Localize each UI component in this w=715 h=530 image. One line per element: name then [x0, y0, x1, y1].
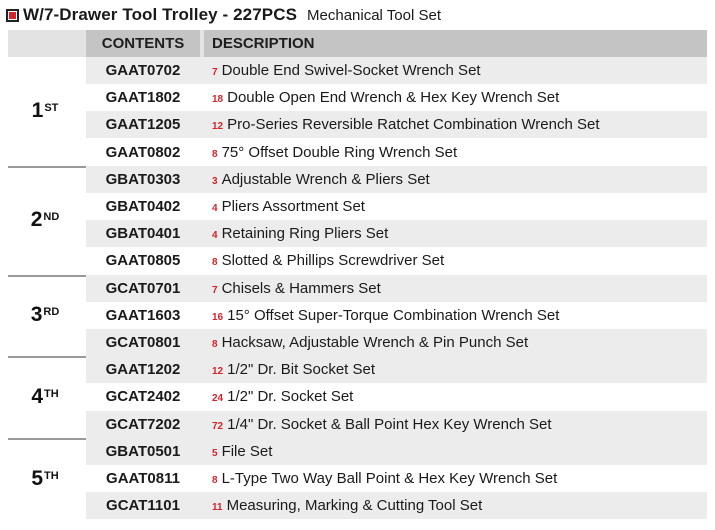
table-row	[86, 356, 707, 383]
piece-count: 8	[212, 148, 218, 160]
table-row	[86, 383, 707, 410]
piece-count: 24	[212, 393, 224, 405]
drawer-number	[8, 438, 82, 520]
item-code: GCAT7202	[105, 415, 181, 433]
page-title: W/7-Drawer Tool Trolley - 227PCS	[23, 5, 298, 24]
piece-count: 12	[212, 121, 224, 133]
table-row	[86, 57, 707, 84]
item-code: GBAT0303	[105, 170, 181, 188]
table-row	[86, 275, 707, 302]
description-text: Double End Swivel-Socket Wrench Set	[221, 62, 481, 79]
drawer-number-digit: 2	[30, 208, 43, 232]
item-description	[204, 144, 457, 161]
item-code: GCAT1101	[106, 497, 180, 515]
drawer-number-digit: 3	[30, 303, 43, 327]
item-code: GAAT1205	[105, 116, 181, 134]
table-row	[86, 247, 707, 274]
description-text: 1/2" Dr. Socket Set	[227, 388, 354, 406]
item-code: GAAT0805	[105, 252, 181, 270]
item-description	[204, 171, 430, 188]
drawer-number	[8, 356, 82, 438]
description-text: Hacksaw, Adjustable Wrench & Pin Punch Set	[221, 333, 529, 351]
piece-count: 18	[212, 94, 224, 106]
item-code: GAAT1202	[105, 361, 181, 379]
item-description	[204, 198, 365, 215]
description-text: Pliers Assortment Set	[221, 197, 365, 215]
piece-count: 11	[212, 502, 223, 514]
piece-count: 12	[212, 366, 224, 378]
description-text: Double Open End Wrench & Hex Key Wrench Set	[227, 89, 560, 107]
header-drawer-blank	[8, 30, 82, 57]
header-description: DESCRIPTION	[204, 30, 707, 57]
drawer-group	[8, 356, 707, 438]
item-code: GBAT0402	[105, 197, 181, 215]
description-text: Measuring, Marking & Cutting Tool Set	[226, 497, 483, 515]
item-description	[204, 89, 559, 106]
description-text: Pro-Series Reversible Ratchet Combination Wrench Set	[227, 116, 600, 134]
table-row	[86, 84, 707, 111]
table-row	[86, 302, 707, 329]
item-code: GAAT1603	[105, 306, 181, 324]
description-text: 1/4" Dr. Socket & Ball Point Hex Key Wrench Set	[227, 415, 552, 433]
piece-count: 8	[212, 257, 218, 269]
description-text: Adjustable Wrench & Pliers Set	[221, 170, 430, 188]
table-row	[86, 166, 707, 193]
piece-count: 4	[212, 230, 218, 242]
piece-count: 72	[212, 420, 224, 432]
table-row	[86, 329, 707, 356]
drawer-group	[8, 57, 707, 166]
item-code: GCAT0701	[105, 279, 181, 297]
piece-count: 5	[212, 447, 218, 459]
drawer-number-suffix: RD	[43, 306, 60, 319]
header-contents: CONTENTS	[86, 30, 200, 57]
item-description	[204, 416, 552, 433]
table-header	[8, 30, 707, 57]
description-text: 15° Offset Super-Torque Combination Wrench Set	[227, 306, 560, 324]
piece-count: 4	[212, 202, 218, 214]
drawer-number	[8, 275, 82, 357]
item-description	[204, 252, 444, 269]
item-description	[204, 334, 528, 351]
piece-count: 8	[212, 338, 218, 350]
description-text: L-Type Two Way Ball Point & Hex Key Wrench Set	[221, 469, 558, 487]
item-description	[204, 307, 559, 324]
drawer-group	[8, 166, 707, 275]
description-text: Retaining Ring Pliers Set	[221, 225, 389, 243]
drawer-number-suffix: TH	[44, 469, 59, 482]
item-code: GBAT0501	[105, 442, 181, 460]
description-text: Chisels & Hammers Set	[221, 279, 381, 297]
table-row	[86, 139, 707, 166]
table-row	[86, 411, 707, 438]
item-code: GAAT0811	[106, 469, 180, 487]
drawer-number-suffix: TH	[44, 387, 59, 400]
table-row	[86, 111, 707, 138]
item-description	[204, 443, 272, 460]
drawer-number	[8, 166, 82, 275]
red-square-icon	[6, 9, 19, 22]
drawer-group	[8, 438, 707, 520]
piece-count: 8	[212, 474, 218, 486]
table-row	[86, 492, 707, 519]
piece-count: 16	[212, 311, 224, 323]
item-description	[204, 62, 481, 79]
item-description	[204, 116, 600, 133]
table-row	[86, 465, 707, 492]
table-row	[86, 193, 707, 220]
page-subtitle: Mechanical Tool Set	[307, 6, 441, 24]
piece-count: 7	[212, 284, 218, 296]
item-description	[204, 497, 482, 514]
drawer-number-suffix: ND	[43, 211, 60, 224]
drawer-number-suffix: ST	[44, 102, 59, 115]
item-description	[204, 225, 388, 242]
description-text: 75° Offset Double Ring Wrench Set	[221, 143, 458, 161]
piece-count: 3	[212, 175, 218, 187]
item-code: GAAT1802	[105, 89, 181, 107]
drawer-number-digit: 4	[31, 384, 43, 408]
item-code: GBAT0401	[105, 225, 181, 243]
item-description	[204, 361, 375, 378]
item-code: GCAT0801	[105, 333, 181, 351]
drawer-group	[8, 275, 707, 357]
item-description	[204, 388, 353, 405]
drawer-number-digit: 1	[31, 99, 44, 123]
table-row	[86, 438, 707, 465]
description-text: File Set	[221, 442, 273, 460]
table-row	[86, 220, 707, 247]
drawer-number	[8, 57, 82, 166]
description-text: 1/2" Dr. Bit Socket Set	[227, 361, 376, 379]
description-text: Slotted & Phillips Screwdriver Set	[221, 252, 445, 270]
item-code: GAAT0802	[105, 143, 181, 161]
drawer-number-digit: 5	[31, 466, 43, 490]
item-description	[204, 280, 381, 297]
piece-count: 7	[212, 67, 218, 78]
item-code: GCAT2402	[105, 388, 181, 406]
title-bar	[6, 4, 441, 26]
item-code: GAAT0702	[105, 62, 181, 79]
item-description	[204, 470, 557, 487]
